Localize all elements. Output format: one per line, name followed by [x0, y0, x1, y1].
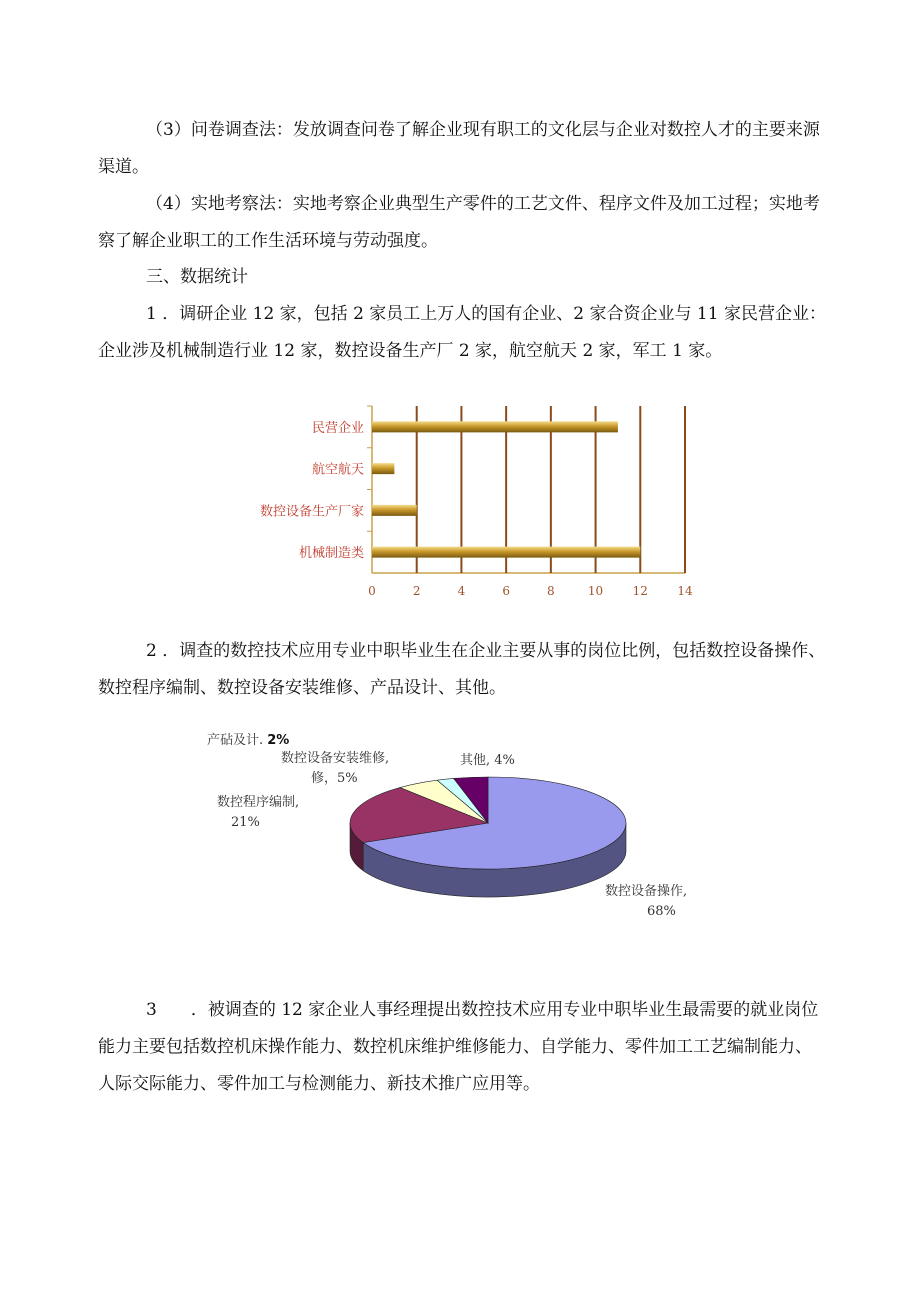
- bar: [372, 505, 417, 516]
- bar: [372, 421, 618, 432]
- bar: [372, 463, 394, 474]
- slice-value: 68%: [647, 904, 676, 919]
- paragraph-field-study: （4）实地考察法：实地考察企业典型生产零件的工艺文件、程序文件及加工过程；实地考察了解企业职工的工作生活环境与劳动强度。: [98, 194, 820, 251]
- slice-label: 数控设备安装维修,: [281, 751, 390, 766]
- slice-label: 产砧及计. 2%: [207, 733, 290, 748]
- section-heading: 三、数据统计: [146, 267, 248, 287]
- paragraph-item-1: 1 ．调研企业 12 家，包括 2 家员工上万人的国有企业、2 家合资企业与 11 家民营企业：企业涉及机械制造行业 12 家，数控设备生产厂 2 家，航空航天 2 家，军工 1 家。: [98, 304, 826, 361]
- x-tick-label: 10: [587, 584, 604, 598]
- paragraph-questionnaire: （3）问卷调查法：发放调查问卷了解企业现有职工的文化层与企业对数控人才的主要来源渠道。: [98, 120, 820, 177]
- x-tick-label: 6: [502, 584, 510, 598]
- x-tick-label: 8: [547, 584, 555, 598]
- category-label: 机械制造类: [298, 546, 364, 562]
- pie-chart-svg: [205, 728, 715, 928]
- x-tick-label: 2: [412, 584, 421, 598]
- bar: [372, 547, 640, 558]
- bar-chart-svg: [225, 398, 705, 610]
- paragraph-item-3: 3 ．被调查的 12 家企业人事经理提出数控技术应用专业中职毕业生最需要的就业岗位能力主要包括数控机床操作能力、数控机床维护维修能力、自学能力、零件加工工艺编制能力、人际交际能力、零件加工与检测能力、新技术推广应用等。: [98, 1000, 819, 1094]
- x-tick-label: 0: [368, 584, 376, 598]
- x-tick-label: 12: [632, 584, 648, 598]
- slice-label: 数控程序编制,: [217, 795, 300, 810]
- position-pie-chart: [205, 728, 715, 932]
- slice-value: 修，5%: [311, 771, 358, 786]
- x-tick-label: 4: [457, 584, 466, 598]
- slice-value: 21%: [231, 815, 260, 830]
- slice-label: 数控设备操作,: [605, 884, 688, 899]
- x-tick-label: 14: [677, 584, 693, 598]
- enterprise-bar-chart: [225, 398, 705, 614]
- category-label: 航空航天: [311, 462, 364, 478]
- slice-label: 其他, 4%: [460, 753, 515, 768]
- paragraph-item-2: 2 ．调查的数控技术应用专业中职毕业生在企业主要从事的岗位比例，包括数控设备操作、数控程序编制、数控设备安装维修、产品设计、其他。: [98, 641, 826, 698]
- category-label: 数控设备生产厂家: [259, 504, 364, 520]
- category-label: 民营企业: [311, 420, 364, 436]
- slice-value: 2%: [267, 733, 290, 748]
